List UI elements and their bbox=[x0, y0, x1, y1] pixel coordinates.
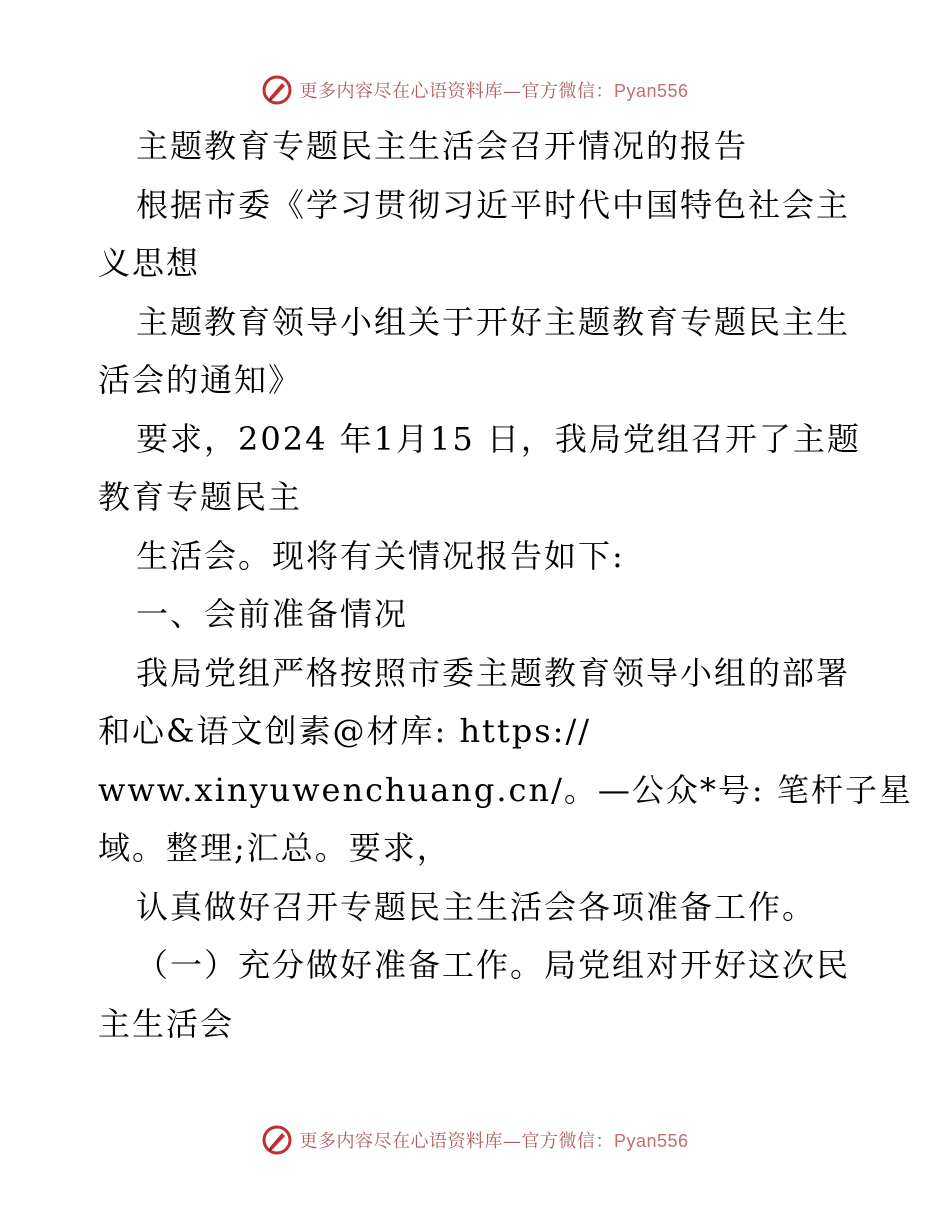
paragraph-line: 生活会。现将有关情况报告如下: bbox=[136, 537, 625, 575]
pen-logo-icon bbox=[261, 1124, 293, 1156]
paragraph-line: 教育专题民主 bbox=[98, 478, 303, 516]
paragraph-line: www.xinyuwenchuang.cn/。—公众*号: 笔杆子星 bbox=[98, 771, 913, 809]
paragraph-line: 活会的通知》 bbox=[98, 361, 303, 399]
watermark-account: Pyan556 bbox=[613, 81, 689, 101]
watermark-text: 更多内容尽在心语资料库—官方微信：Pyan556 bbox=[299, 81, 689, 102]
paragraph-line: 义思想 bbox=[98, 244, 201, 282]
paragraph-line: 我局党组严格按照市委主题教育领导小组的部署 bbox=[136, 654, 851, 692]
paragraph-line: 主题教育领导小组关于开好主题教育专题民主生 bbox=[136, 303, 851, 341]
watermark-footer bbox=[0, 1120, 950, 1160]
watermark-header bbox=[0, 70, 950, 110]
paragraph-line: 主生活会 bbox=[98, 1005, 235, 1043]
watermark-account: Pyan556 bbox=[613, 1131, 689, 1151]
pen-logo-icon bbox=[261, 74, 293, 106]
subsection-heading: （一）充分做好准备工作。局党组对开好这次民 bbox=[136, 946, 851, 984]
section-heading: 一、会前准备情况 bbox=[136, 595, 409, 633]
paragraph-line: 要求，2024 年1月15 日，我局党组召开了主题 bbox=[136, 420, 861, 458]
paragraph-line: 域。整理;汇总。要求， bbox=[98, 829, 451, 867]
paragraph-line: 和心&语文创素@材库: https:// bbox=[98, 712, 592, 750]
paragraph-line: 根据市委《学习贯彻习近平时代中国特色社会主 bbox=[136, 186, 851, 224]
watermark-text: 更多内容尽在心语资料库—官方微信：Pyan556 bbox=[299, 1131, 689, 1152]
paragraph-line: 认真做好召开专题民主生活会各项准备工作。 bbox=[136, 888, 817, 926]
document-title: 主题教育专题民主生活会召开情况的报告 bbox=[136, 127, 749, 165]
